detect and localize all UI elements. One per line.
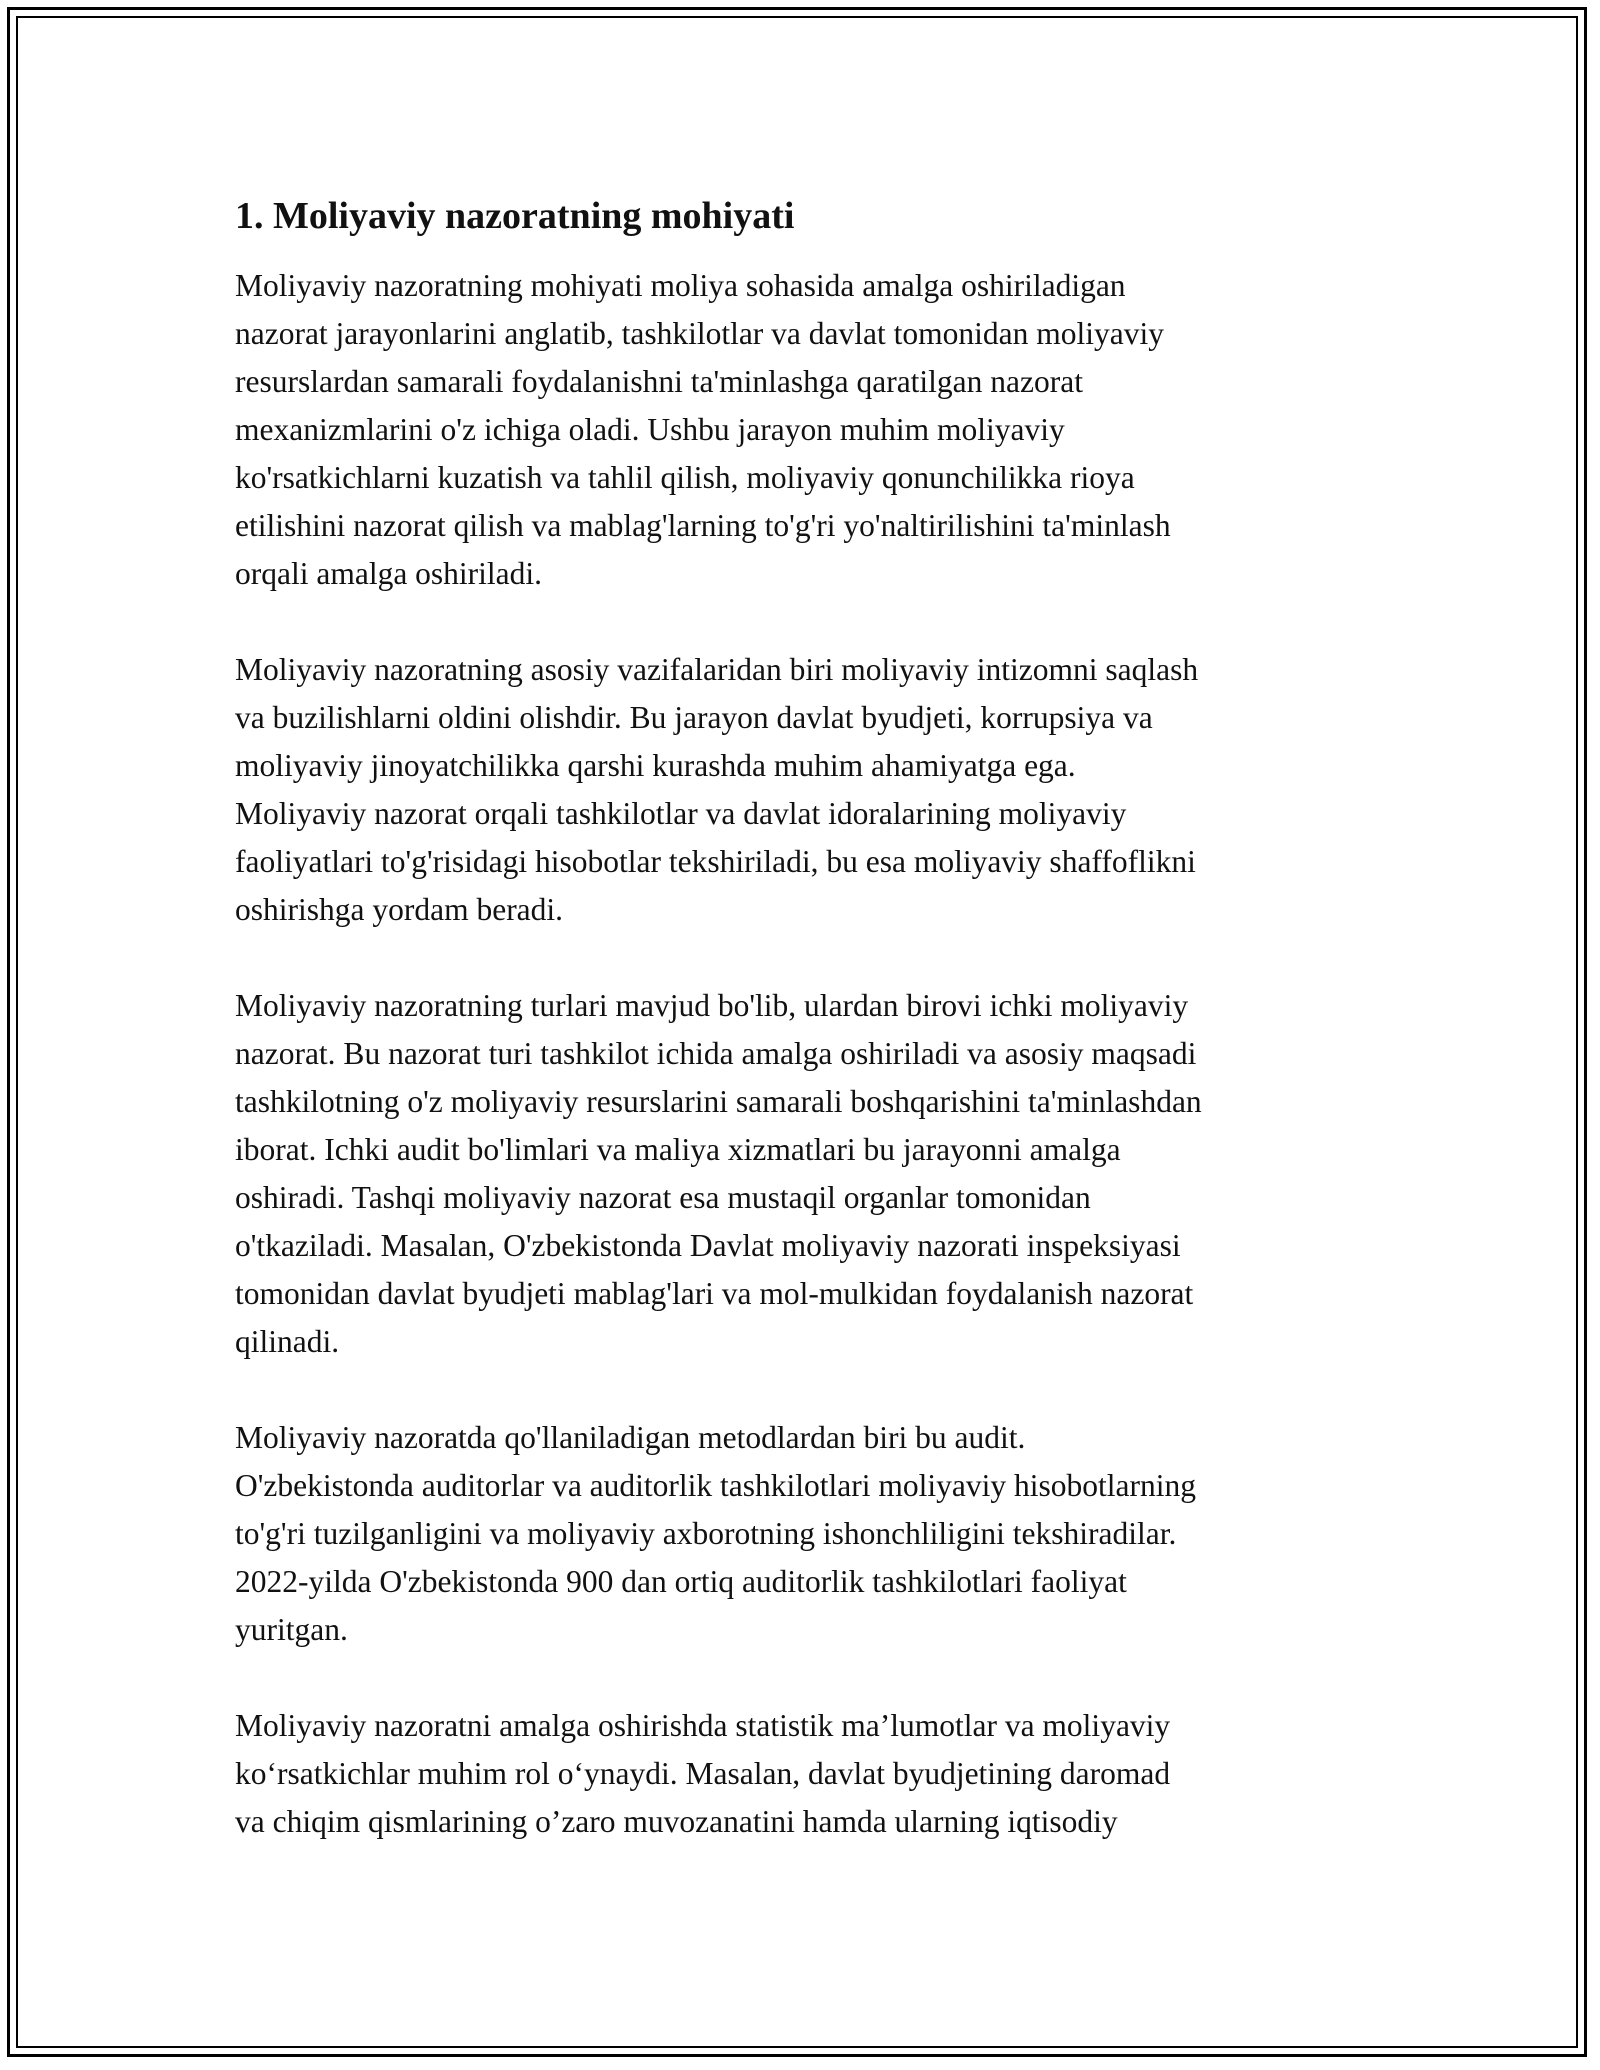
text-line: 2022-yilda O'zbekistonda 900 dan ortiq auditorlik tashkilotlari faoliyat (235, 1564, 1127, 1599)
text-line: oshiradi. Tashqi moliyaviy nazorat esa mustaqil organlar tomonidan (235, 1180, 1091, 1215)
text-line: etilishini nazorat qilish va mablag'larning to'g'ri yo'naltirilishini ta'minlash (235, 508, 1171, 543)
text-line: mexanizmlarini o'z ichiga oladi. Ushbu jarayon muhim moliyaviy (235, 412, 1065, 447)
text-line: O'zbekistonda auditorlar va auditorlik tashkilotlari moliyaviy hisobotlarning (235, 1468, 1196, 1503)
text-line: iborat. Ichki audit bo'limlari va maliya xizmatlari bu jarayonni amalga (235, 1132, 1121, 1167)
text-line: Moliyaviy nazorat orqali tashkilotlar va davlat idoralarining moliyaviy (235, 796, 1127, 831)
paragraph-5 (235, 1702, 1365, 1846)
text-line: qilinadi. (235, 1324, 340, 1359)
text-line: Moliyaviy nazoratda qo'llaniladigan metodlardan biri bu audit. (235, 1420, 1026, 1455)
paragraph-1 (235, 262, 1365, 598)
paragraph-3 (235, 982, 1365, 1366)
text-line: va buzilishlarni oldini olishdir. Bu jarayon davlat byudjeti, korrupsiya va (235, 700, 1153, 735)
text-line: ko‘rsatkichlar muhim rol o‘ynaydi. Masalan, davlat byudjetining daromad (235, 1756, 1171, 1791)
text-line: tashkilotning o'z moliyaviy resurslarini samarali boshqarishini ta'minlashdan (235, 1084, 1202, 1119)
text-line: moliyaviy jinoyatchilikka qarshi kurashda muhim ahamiyatga ega. (235, 748, 1076, 783)
text-line: resurslardan samarali foydalanishni ta'minlashga qaratilgan nazorat (235, 364, 1083, 399)
text-line: Moliyaviy nazoratni amalga oshirishda statistik ma’lumotlar va moliyaviy (235, 1708, 1171, 1743)
section-heading: 1. Moliyaviy nazoratning mohiyati (235, 195, 795, 237)
paragraph-2 (235, 646, 1365, 934)
paragraph-4 (235, 1414, 1365, 1654)
text-line: o'tkaziladi. Masalan, O'zbekistonda Davlat moliyaviy nazorati inspeksiyasi (235, 1228, 1181, 1263)
text-line: nazorat jarayonlarini anglatib, tashkilotlar va davlat tomonidan moliyaviy (235, 316, 1164, 351)
text-line: oshirishga yordam beradi. (235, 892, 564, 927)
document-body (235, 190, 1365, 1894)
text-line: ko'rsatkichlarni kuzatish va tahlil qilish, moliyaviy qonunchilikka rioya (235, 460, 1135, 495)
text-line: Moliyaviy nazoratning turlari mavjud bo'lib, ulardan birovi ichki moliyaviy (235, 988, 1189, 1023)
text-line: nazorat. Bu nazorat turi tashkilot ichida amalga oshiriladi va asosiy maqsadi (235, 1036, 1197, 1071)
text-line: Moliyaviy nazoratning mohiyati moliya sohasida amalga oshiriladigan (235, 268, 1126, 303)
text-line: to'g'ri tuzilganligini va moliyaviy axborotning ishonchliligini tekshiradilar. (235, 1516, 1177, 1551)
text-line: tomonidan davlat byudjeti mablag'lari va mol-mulkidan foydalanish nazorat (235, 1276, 1194, 1311)
text-line: Moliyaviy nazoratning asosiy vazifalaridan biri moliyaviy intizomni saqlash (235, 652, 1199, 687)
text-line: orqali amalga oshiriladi. (235, 556, 543, 591)
text-line: faoliyatlari to'g'risidagi hisobotlar tekshiriladi, bu esa moliyaviy shaffoflikni (235, 844, 1196, 879)
text-line: va chiqim qismlarining o’zaro muvozanatini hamda ularning iqtisodiy (235, 1804, 1118, 1839)
text-line: yuritgan. (235, 1612, 348, 1647)
